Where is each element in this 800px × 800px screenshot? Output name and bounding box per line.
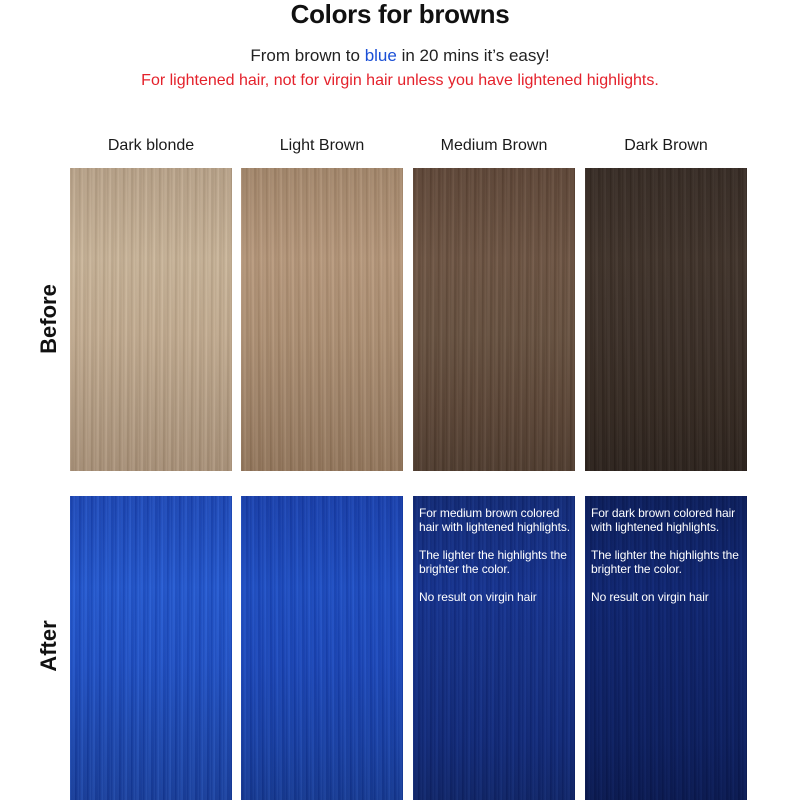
before-swatch-medium-brown [413, 168, 575, 471]
note-dark-brown [591, 506, 743, 618]
after-swatch-medium-brown [413, 496, 575, 800]
note-medium-brown-line-2: The lighter the highlights the brighter the color. [419, 548, 567, 576]
row-label-after: After [36, 620, 61, 672]
note-dark-brown-line-1: For dark brown colored hair with lightened highlights. [591, 506, 736, 534]
subtitle [0, 46, 800, 66]
column-label-light-brown: Light Brown [279, 137, 365, 154]
subtitle-text-start: From brown to [250, 46, 365, 65]
subtitle-text-end: in 20 mins it’s easy! [396, 46, 550, 65]
before-swatch-dark-brown [585, 168, 747, 471]
note-medium-brown [419, 506, 571, 618]
before-swatch-light-brown [241, 168, 403, 471]
note-dark-brown-line-3: No result on virgin hair [591, 590, 709, 604]
after-swatch-dark-blonde [70, 496, 232, 800]
warning-text: For lightened hair, not for virgin hair unless you have lightened highlights. [141, 72, 659, 89]
note-medium-brown-line-3: No result on virgin hair [419, 590, 537, 604]
note-dark-brown-line-2: The lighter the highlights the brighter the color. [591, 548, 739, 576]
after-swatch-dark-brown [585, 496, 747, 800]
note-medium-brown-line-1: For medium brown colored hair with lightened highlights. [419, 506, 570, 534]
row-label-before: Before [36, 284, 61, 354]
column-label-dark-blonde: Dark blonde [107, 137, 195, 154]
subtitle-accent-blue: blue [364, 46, 397, 65]
page-title: Colors for browns [290, 0, 510, 29]
after-swatch-light-brown [241, 496, 403, 800]
before-swatch-dark-blonde [70, 168, 232, 471]
column-label-medium-brown: Medium Brown [440, 137, 548, 154]
column-label-dark-brown: Dark Brown [624, 137, 708, 154]
